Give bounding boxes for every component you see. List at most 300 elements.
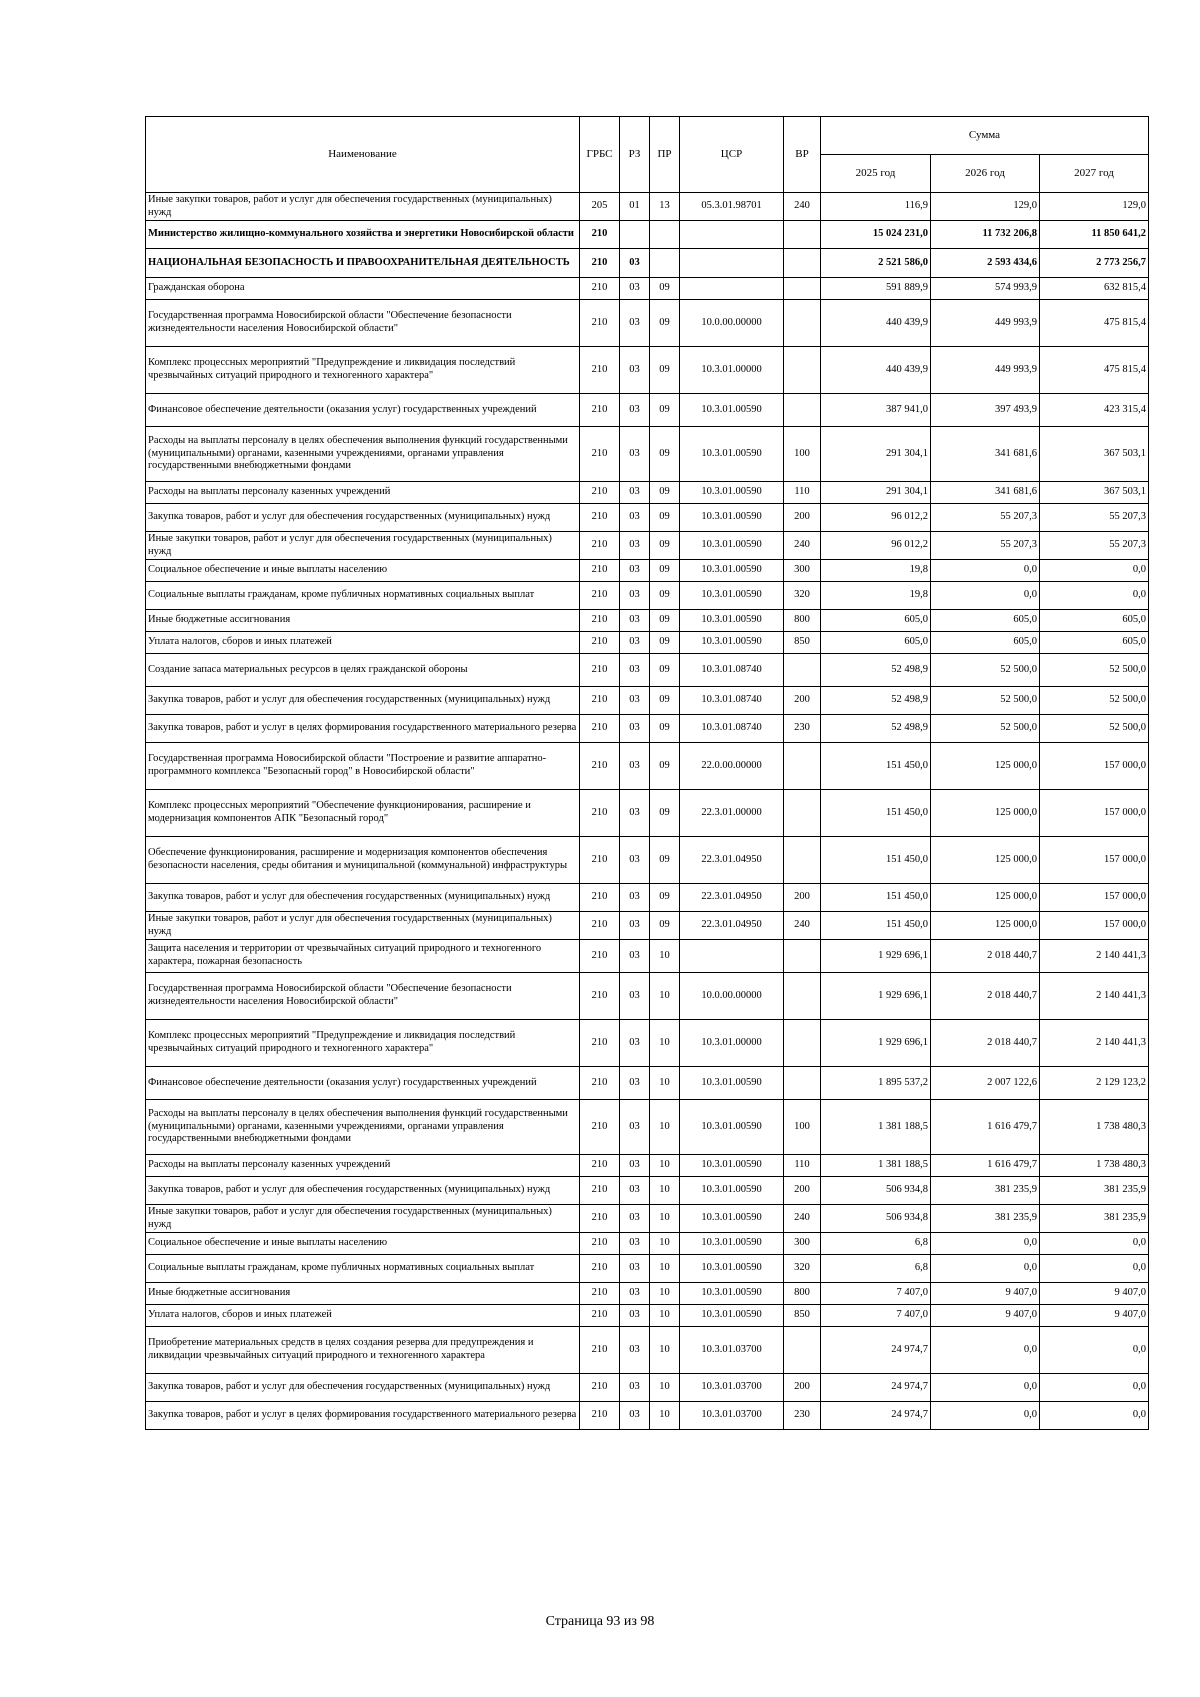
row-vr: 200 [784,504,821,532]
row-csr: 10.3.01.00590 [680,1100,784,1155]
row-pr: 09 [650,884,680,912]
row-name: Финансовое обеспечение деятельности (оказания услуг) государственных учреждений [146,394,580,427]
row-value-2025: 1 381 188,5 [821,1100,931,1155]
row-name: Иные закупки товаров, работ и услуг для обеспечения государственных (муниципальных) нужд [146,1205,580,1233]
header-vr: ВР [784,117,821,193]
row-value-2026: 1 616 479,7 [931,1100,1040,1155]
table-row [146,632,1149,654]
row-value-2027: 52 500,0 [1040,715,1149,743]
row-pr: 09 [650,560,680,582]
row-value-2025: 1 929 696,1 [821,1020,931,1067]
row-csr: 10.3.01.00590 [680,1067,784,1100]
row-vr [784,654,821,687]
row-value-2026: 125 000,0 [931,790,1040,837]
row-rz: 03 [620,790,650,837]
row-value-2027: 55 207,3 [1040,532,1149,560]
row-value-2026: 125 000,0 [931,837,1040,884]
row-csr [680,249,784,278]
row-pr: 10 [650,1402,680,1430]
row-grbs: 210 [580,610,620,632]
row-value-2026: 2 018 440,7 [931,1020,1040,1067]
row-csr: 10.0.00.00000 [680,300,784,347]
row-name: Приобретение материальных средств в целях создания резерва для предупреждения и ликвидации чрезвычайных ситуаций природного и техногенного характера [146,1327,580,1374]
row-grbs: 210 [580,1205,620,1233]
row-rz [620,221,650,249]
row-grbs: 210 [580,300,620,347]
row-value-2025: 24 974,7 [821,1374,931,1402]
row-pr: 09 [650,632,680,654]
row-csr: 10.3.01.00590 [680,532,784,560]
row-vr: 850 [784,632,821,654]
row-pr: 10 [650,1327,680,1374]
row-vr: 100 [784,427,821,482]
table-row [146,504,1149,532]
row-pr: 10 [650,1305,680,1327]
row-name: Иные закупки товаров, работ и услуг для обеспечения государственных (муниципальных) нужд [146,912,580,940]
row-value-2025: 1 381 188,5 [821,1155,931,1177]
row-grbs: 210 [580,973,620,1020]
row-vr: 300 [784,560,821,582]
row-name: Социальное обеспечение и иные выплаты населению [146,1233,580,1255]
row-value-2025: 151 450,0 [821,884,931,912]
row-pr: 09 [650,427,680,482]
row-value-2025: 605,0 [821,610,931,632]
row-value-2027: 157 000,0 [1040,837,1149,884]
table-row [146,1233,1149,1255]
row-grbs: 210 [580,1177,620,1205]
row-name: Иные закупки товаров, работ и услуг для обеспечения государственных (муниципальных) нужд [146,193,580,221]
row-vr: 200 [784,884,821,912]
row-csr: 10.3.01.00590 [680,394,784,427]
row-csr: 10.3.01.00590 [680,1305,784,1327]
row-csr: 10.3.01.03700 [680,1374,784,1402]
row-value-2027: 423 315,4 [1040,394,1149,427]
row-vr [784,940,821,973]
row-value-2026: 0,0 [931,1255,1040,1283]
table-row [146,1205,1149,1233]
row-grbs: 210 [580,1305,620,1327]
row-name: Создание запаса материальных ресурсов в целях гражданской обороны [146,654,580,687]
row-value-2025: 387 941,0 [821,394,931,427]
row-pr: 10 [650,973,680,1020]
row-pr: 09 [650,582,680,610]
header-sum: Сумма [821,117,1149,155]
row-csr [680,221,784,249]
row-csr: 10.3.01.00590 [680,632,784,654]
row-value-2026: 0,0 [931,560,1040,582]
row-value-2027: 367 503,1 [1040,427,1149,482]
row-name: НАЦИОНАЛЬНАЯ БЕЗОПАСНОСТЬ И ПРАВООХРАНИТЕЛЬНАЯ ДЕЯТЕЛЬНОСТЬ [146,249,580,278]
row-name: Закупка товаров, работ и услуг для обеспечения государственных (муниципальных) нужд [146,884,580,912]
row-csr: 10.3.01.00000 [680,347,784,394]
row-pr: 10 [650,1020,680,1067]
header-rz: РЗ [620,117,650,193]
row-rz: 03 [620,1020,650,1067]
row-vr: 110 [784,482,821,504]
row-value-2027: 157 000,0 [1040,790,1149,837]
row-csr [680,940,784,973]
row-value-2027: 129,0 [1040,193,1149,221]
row-rz: 03 [620,560,650,582]
row-value-2027: 9 407,0 [1040,1283,1149,1305]
row-value-2026: 2 007 122,6 [931,1067,1040,1100]
row-value-2025: 6,8 [821,1233,931,1255]
row-vr: 230 [784,1402,821,1430]
row-value-2027: 2 773 256,7 [1040,249,1149,278]
row-value-2026: 125 000,0 [931,884,1040,912]
row-vr: 200 [784,1374,821,1402]
row-value-2025: 24 974,7 [821,1402,931,1430]
row-pr: 09 [650,394,680,427]
row-value-2026: 125 000,0 [931,912,1040,940]
row-rz: 03 [620,394,650,427]
row-rz: 01 [620,193,650,221]
row-value-2026: 52 500,0 [931,687,1040,715]
row-vr: 230 [784,715,821,743]
row-value-2027: 0,0 [1040,582,1149,610]
row-vr [784,394,821,427]
row-name: Иные бюджетные ассигнования [146,1283,580,1305]
table-row [146,1283,1149,1305]
row-name: Социальные выплаты гражданам, кроме публичных нормативных социальных выплат [146,1255,580,1283]
row-pr: 10 [650,1255,680,1283]
row-value-2025: 291 304,1 [821,427,931,482]
row-grbs: 210 [580,912,620,940]
table-row [146,1305,1149,1327]
row-csr [680,278,784,300]
row-vr: 110 [784,1155,821,1177]
row-value-2026: 2 018 440,7 [931,973,1040,1020]
header-grbs: ГРБС [580,117,620,193]
row-grbs: 210 [580,1255,620,1283]
row-value-2027: 0,0 [1040,1255,1149,1283]
row-name: Финансовое обеспечение деятельности (оказания услуг) государственных учреждений [146,1067,580,1100]
row-grbs: 210 [580,504,620,532]
row-csr: 10.3.01.00590 [680,504,784,532]
row-grbs: 210 [580,532,620,560]
table-row [146,278,1149,300]
row-rz: 03 [620,1402,650,1430]
row-csr: 22.3.01.04950 [680,837,784,884]
row-grbs: 210 [580,221,620,249]
row-pr: 10 [650,1177,680,1205]
row-name: Защита населения и территории от чрезвычайных ситуаций природного и техногенного характера, пожарная безопасность [146,940,580,973]
row-grbs: 205 [580,193,620,221]
row-name: Министерство жилищно-коммунального хозяйства и энергетики Новосибирской области [146,221,580,249]
row-csr: 10.3.01.00590 [680,1177,784,1205]
row-value-2026: 381 235,9 [931,1177,1040,1205]
row-rz: 03 [620,504,650,532]
row-grbs: 210 [580,1233,620,1255]
row-csr: 10.3.01.00590 [680,560,784,582]
row-value-2026: 449 993,9 [931,347,1040,394]
row-name: Комплекс процессных мероприятий "Предупреждение и ликвидация последствий чрезвычайных ситуаций природного и техногенного характера" [146,347,580,394]
row-value-2026: 574 993,9 [931,278,1040,300]
table-row [146,394,1149,427]
row-value-2027: 1 738 480,3 [1040,1155,1149,1177]
row-grbs: 210 [580,1327,620,1374]
row-csr: 22.0.00.00000 [680,743,784,790]
row-value-2026: 0,0 [931,1374,1040,1402]
table-row [146,654,1149,687]
row-grbs: 210 [580,482,620,504]
row-value-2026: 9 407,0 [931,1305,1040,1327]
row-grbs: 210 [580,278,620,300]
row-rz: 03 [620,1067,650,1100]
row-value-2026: 55 207,3 [931,532,1040,560]
table-row [146,482,1149,504]
row-grbs: 210 [580,632,620,654]
row-rz: 03 [620,1327,650,1374]
table-row [146,1402,1149,1430]
row-value-2025: 291 304,1 [821,482,931,504]
row-pr: 09 [650,482,680,504]
row-grbs: 210 [580,790,620,837]
row-name: Расходы на выплаты персоналу казенных учреждений [146,482,580,504]
row-rz: 03 [620,1205,650,1233]
row-name: Государственная программа Новосибирской области "Обеспечение безопасности жизнедеятельности населения Новосибирской области" [146,300,580,347]
row-grbs: 210 [580,1067,620,1100]
row-vr: 320 [784,582,821,610]
header-2025: 2025 год [821,155,931,193]
row-vr [784,278,821,300]
row-value-2025: 151 450,0 [821,790,931,837]
row-pr: 10 [650,1205,680,1233]
row-name: Комплекс процессных мероприятий "Предупреждение и ликвидация последствий чрезвычайных ситуаций природного и техногенного характера" [146,1020,580,1067]
row-grbs: 210 [580,715,620,743]
table-row [146,610,1149,632]
row-grbs: 210 [580,1100,620,1155]
row-value-2025: 591 889,9 [821,278,931,300]
row-pr: 09 [650,715,680,743]
row-rz: 03 [620,743,650,790]
row-grbs: 210 [580,1283,620,1305]
row-value-2025: 52 498,9 [821,654,931,687]
row-value-2027: 157 000,0 [1040,743,1149,790]
row-pr: 10 [650,1067,680,1100]
table-row [146,1100,1149,1155]
row-name: Государственная программа Новосибирской области "Построение и развитие аппаратно-программного комплекса "Безопасный город" в Новосибирской области" [146,743,580,790]
table-header [146,117,1149,193]
row-value-2025: 440 439,9 [821,300,931,347]
header-name: Наименование [146,117,580,193]
row-grbs: 210 [580,394,620,427]
row-vr [784,300,821,347]
row-pr [650,221,680,249]
row-value-2025: 1 929 696,1 [821,973,931,1020]
row-name: Гражданская оборона [146,278,580,300]
table-row [146,1374,1149,1402]
row-rz: 03 [620,973,650,1020]
row-vr [784,973,821,1020]
row-grbs: 210 [580,654,620,687]
row-value-2027: 367 503,1 [1040,482,1149,504]
row-rz: 03 [620,912,650,940]
row-value-2025: 7 407,0 [821,1305,931,1327]
row-value-2026: 2 018 440,7 [931,940,1040,973]
row-rz: 03 [620,837,650,884]
row-vr [784,1067,821,1100]
table-row [146,1067,1149,1100]
header-2027: 2027 год [1040,155,1149,193]
row-name: Закупка товаров, работ и услуг в целях формирования государственного материального резерва [146,1402,580,1430]
row-value-2026: 381 235,9 [931,1205,1040,1233]
row-rz: 03 [620,300,650,347]
row-grbs: 210 [580,743,620,790]
row-value-2027: 2 129 123,2 [1040,1067,1149,1100]
row-value-2025: 19,8 [821,560,931,582]
row-rz: 03 [620,347,650,394]
row-rz: 03 [620,687,650,715]
table-row [146,715,1149,743]
page-number: Страница 93 из 98 [545,1614,655,1629]
row-grbs: 210 [580,347,620,394]
row-pr: 09 [650,790,680,837]
row-value-2027: 2 140 441,3 [1040,973,1149,1020]
row-vr: 800 [784,1283,821,1305]
row-value-2026: 605,0 [931,610,1040,632]
row-pr: 09 [650,610,680,632]
row-grbs: 210 [580,884,620,912]
row-csr: 10.3.01.00590 [680,582,784,610]
header-2026: 2026 год [931,155,1040,193]
row-rz: 03 [620,1255,650,1283]
row-rz: 03 [620,582,650,610]
row-value-2025: 19,8 [821,582,931,610]
row-value-2025: 96 012,2 [821,504,931,532]
row-vr [784,837,821,884]
row-value-2025: 506 934,8 [821,1205,931,1233]
row-csr: 10.3.01.08740 [680,654,784,687]
row-pr: 09 [650,532,680,560]
row-name: Социальное обеспечение и иные выплаты населению [146,560,580,582]
row-value-2025: 6,8 [821,1255,931,1283]
row-grbs: 210 [580,249,620,278]
table-row [146,193,1149,221]
header-csr: ЦСР [680,117,784,193]
row-rz: 03 [620,1177,650,1205]
row-csr: 10.3.01.03700 [680,1327,784,1374]
row-vr [784,790,821,837]
table-row [146,1020,1149,1067]
row-value-2025: 24 974,7 [821,1327,931,1374]
row-rz: 03 [620,1305,650,1327]
row-grbs: 210 [580,1155,620,1177]
row-value-2026: 341 681,6 [931,482,1040,504]
row-pr: 10 [650,1100,680,1155]
budget-table [145,116,1149,1430]
row-value-2026: 129,0 [931,193,1040,221]
row-pr: 09 [650,347,680,394]
row-name: Расходы на выплаты персоналу в целях обеспечения выполнения функций государственными (муниципальными) органами, казенными учреждениями, органами управления государственными внебюджетными фондами [146,1100,580,1155]
row-value-2025: 151 450,0 [821,837,931,884]
table-row [146,249,1149,278]
row-name: Расходы на выплаты персоналу казенных учреждений [146,1155,580,1177]
row-csr: 10.3.01.00590 [680,1233,784,1255]
row-csr: 10.3.01.00590 [680,1283,784,1305]
row-vr: 800 [784,610,821,632]
row-value-2027: 1 738 480,3 [1040,1100,1149,1155]
row-value-2025: 151 450,0 [821,743,931,790]
row-name: Уплата налогов, сборов и иных платежей [146,1305,580,1327]
row-csr: 10.3.01.00590 [680,1155,784,1177]
table-row [146,973,1149,1020]
table-row [146,743,1149,790]
table-row [146,560,1149,582]
row-vr: 200 [784,1177,821,1205]
row-csr: 10.3.01.00590 [680,427,784,482]
row-grbs: 210 [580,582,620,610]
table-row [146,940,1149,973]
row-rz: 03 [620,884,650,912]
row-rz: 03 [620,278,650,300]
table-row [146,837,1149,884]
row-value-2027: 632 815,4 [1040,278,1149,300]
row-name: Обеспечение функционирования, расширение и модернизация компонентов обеспечения безопасности населения, среды обитания и муниципальной (коммунальной) инфраструктуры [146,837,580,884]
row-value-2025: 52 498,9 [821,715,931,743]
row-rz: 03 [620,249,650,278]
table-row [146,1177,1149,1205]
row-csr: 10.3.01.08740 [680,687,784,715]
row-value-2027: 381 235,9 [1040,1205,1149,1233]
row-value-2026: 52 500,0 [931,654,1040,687]
row-value-2027: 52 500,0 [1040,654,1149,687]
row-value-2027: 0,0 [1040,560,1149,582]
row-grbs: 210 [580,560,620,582]
row-value-2025: 506 934,8 [821,1177,931,1205]
row-name: Социальные выплаты гражданам, кроме публичных нормативных социальных выплат [146,582,580,610]
row-value-2026: 0,0 [931,582,1040,610]
row-csr: 10.3.01.03700 [680,1402,784,1430]
row-rz: 03 [620,532,650,560]
row-name: Комплекс процессных мероприятий "Обеспечение функционирования, расширение и модернизация компонентов АПК "Безопасный город" [146,790,580,837]
row-value-2026: 2 593 434,6 [931,249,1040,278]
row-value-2027: 157 000,0 [1040,912,1149,940]
row-value-2026: 0,0 [931,1327,1040,1374]
row-pr: 09 [650,743,680,790]
row-rz: 03 [620,1233,650,1255]
row-value-2027: 55 207,3 [1040,504,1149,532]
row-value-2026: 52 500,0 [931,715,1040,743]
row-name: Закупка товаров, работ и услуг для обеспечения государственных (муниципальных) нужд [146,504,580,532]
row-csr: 05.3.01.98701 [680,193,784,221]
table-row [146,347,1149,394]
row-vr: 240 [784,193,821,221]
header-pr: ПР [650,117,680,193]
table-row [146,582,1149,610]
row-value-2025: 7 407,0 [821,1283,931,1305]
row-pr: 09 [650,687,680,715]
row-pr [650,249,680,278]
row-value-2025: 52 498,9 [821,687,931,715]
row-rz: 03 [620,940,650,973]
row-value-2025: 151 450,0 [821,912,931,940]
row-vr: 240 [784,532,821,560]
row-rz: 03 [620,715,650,743]
table-row [146,221,1149,249]
row-value-2027: 9 407,0 [1040,1305,1149,1327]
row-pr: 09 [650,504,680,532]
row-vr: 240 [784,912,821,940]
row-value-2027: 381 235,9 [1040,1177,1149,1205]
row-csr: 10.3.01.00000 [680,1020,784,1067]
row-pr: 09 [650,278,680,300]
table-row [146,1327,1149,1374]
row-vr [784,221,821,249]
row-rz: 03 [620,632,650,654]
row-value-2027: 475 815,4 [1040,300,1149,347]
row-pr: 10 [650,1233,680,1255]
